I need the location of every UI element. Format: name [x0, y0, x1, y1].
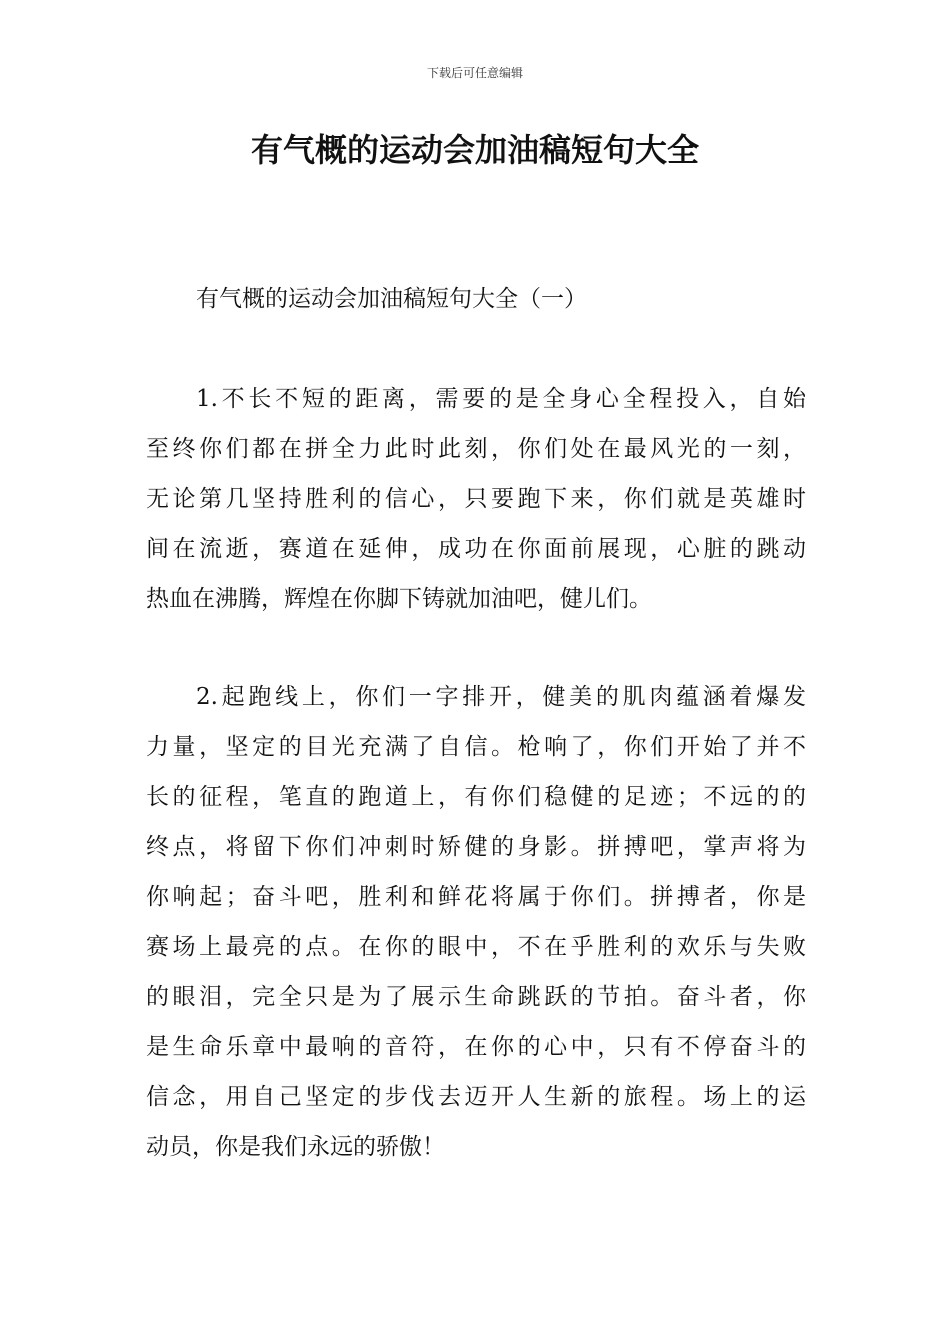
paragraph-line: 力量，坚定的目光充满了自信。枪响了，你们开始了并不 [146, 734, 806, 760]
section-title: 有气概的运动会加油稿短句大全（一） [196, 286, 587, 312]
paragraph-line: 间在流逝，赛道在延伸，成功在你面前展现，心脏的跳动 [146, 536, 806, 562]
paragraph-line: 1.不长不短的距离，需要的是全身心全程投入，自始 [196, 386, 806, 412]
paragraph-line: 你响起；奋斗吧，胜利和鲜花将属于你们。拼搏者，你是 [146, 884, 806, 910]
paragraph-line: 2.起跑线上，你们一字排开，健美的肌肉蕴涵着爆发 [196, 684, 806, 710]
paragraph-line: 动员，你是我们永远的骄傲！ [146, 1134, 445, 1160]
paragraph-line: 信念，用自己坚定的步伐去迈开人生新的旅程。场上的运 [146, 1084, 806, 1110]
page-title: 有气概的运动会加油稿短句大全 [250, 131, 699, 169]
paragraph-line: 无论第几坚持胜利的信心，只要跑下来，你们就是英雄时 [146, 486, 806, 512]
paragraph-line: 是生命乐章中最响的音符，在你的心中，只有不停奋斗的 [146, 1034, 806, 1060]
header-note: 下载后可任意编辑 [426, 66, 523, 80]
paragraph-line: 至终你们都在拼全力此时此刻，你们处在最风光的一刻， [146, 436, 806, 462]
paragraph-line: 的眼泪，完全只是为了展示生命跳跃的节拍。奋斗者，你 [146, 984, 806, 1010]
paragraph-2 [146, 672, 806, 1172]
paragraph-line: 赛场上最亮的点。在你的眼中，不在乎胜利的欢乐与失败 [146, 934, 806, 960]
paragraph-1 [146, 374, 806, 624]
paragraph-line: 长的征程，笔直的跑道上，有你们稳健的足迹；不远的的 [146, 784, 806, 810]
paragraph-line: 终点，将留下你们冲刺时矫健的身影。拼搏吧，掌声将为 [146, 834, 806, 860]
paragraph-line: 热血在沸腾，辉煌在你脚下铸就加油吧，健儿们。 [146, 586, 652, 612]
